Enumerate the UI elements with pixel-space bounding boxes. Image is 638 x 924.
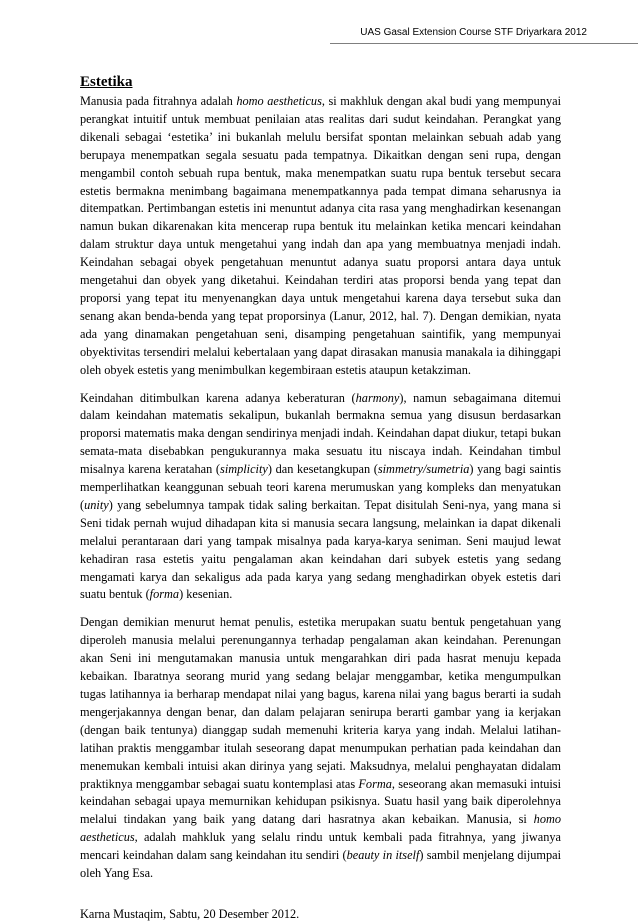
text-run: ) kesenian. xyxy=(179,587,233,602)
article-title: Estetika xyxy=(80,74,133,90)
article-body xyxy=(80,72,561,924)
text-run: Manusia pada fitrahnya adalah xyxy=(80,94,237,108)
header-rule xyxy=(330,43,638,44)
text-run: ) dan kesetangkupan ( xyxy=(267,462,378,477)
italic-term: forma xyxy=(149,587,180,602)
italic-term: homo aestheticus xyxy=(236,94,322,108)
text-run: Dengan demikian menurut hemat penulis, estetika merupakan suatu bentuk pengetahuan yang diperoleh manusia melalui perenungannya terhadap pengalaman akan keindahan. Perenungan akan Seni ini mengutamakan manusia untuk mengarahkan diri pada hasrat menuju kepada kebaikan. Ibaratnya seorang murid yang sedang belajar menggambar, ketika mengumpulkan tugas latihannya ia berharap mendapat nilai yang bagus, karena nilai yang bagus berarti ia sudah mengerjakannya dengan benar, dan dalam pelajaran senirupa berarti gambar yang ia kerjakan (dengan baik tentunya) dianggap sudah memenuhi kriteria karya yang indah. Melalui latihan-latihan praktis menggambar itulah seseorang dapat menumpukan perhatian pada keindahan dan menemukan kembali intuisi akan dirinya yang sejati. Maksudnya, melalui penghayatan didalam praktiknya menggambar sebagai suatu kontemplasi atas xyxy=(80,615,561,791)
text-run: ), namun sebagaimana ditemui dalam keindahan matematis sekalipun, bukanlah bermakna semua yang disusun berdasarkan proporsi matematis maka dengan sendirinya menjadi indah. Keindahan dapat diukur, tetapi bukan semata-mata disebabkan pengukurannya maka sesuatu itu niscaya indah. Keindahan timbul misalnya karena keratahan ( xyxy=(80,390,562,477)
text-run: Keindahan ditimbulkan karena adanya keberaturan ( xyxy=(80,390,356,405)
italic-term: homo aestheticus xyxy=(80,812,561,845)
text-run: ) yang bagi saintis memperlihatkan keanggunan sebuah teori karena merumuskan yang kompleks dan menyatukan ( xyxy=(80,462,561,512)
paragraph-1 xyxy=(80,93,561,380)
text-run: ) sambil menjelang dijumpai oleh Yang Esa. xyxy=(80,848,561,881)
italic-term: harmony xyxy=(355,390,400,405)
text-run: , seseorang akan memasuki intuisi keindahan sebagai upaya memurnikan kehidupan psikisnya. Suatu hasil yang baik diperolehnya melalui tindakan yang baik yang datang dari hasratnya akan kebaikan. Manusia, si xyxy=(80,776,561,827)
signature-line: Karna Mustaqim, Sabtu, 20 Desember 2012. xyxy=(80,906,300,921)
text-run: ) yang sebelumnya tampak tidak saling berkaitan. Tepat disitulah Seni-nya, yang mana si Seni tidak pernah wujud dihadapan kita si manusia secara langsung, melainkan ia dapat dikenali melalui perantaraan dari yang tampak misalnya pada karya-karya seniman. Seni maujud lewat kehadiran rasa estetis yaitu pengalaman akan keindahan dari subyek estetis yang sedang mengamati karya dan sekaligus ada pada karya yang sedang menghadirkan obyek estetis dari suatu bentuk ( xyxy=(80,497,561,602)
paragraph-2 xyxy=(80,390,561,605)
italic-term: beauty in itself xyxy=(346,848,420,863)
italic-term: simmetry/sumetria xyxy=(377,462,470,477)
italic-term: unity xyxy=(84,497,109,512)
paragraph-3 xyxy=(80,614,561,883)
italic-term: Forma xyxy=(358,776,392,791)
text-run: , adalah mahkluk yang selalu rindu untuk kembali pada fitrahnya, yang jiwanya mencari keindahan dalam sang keindahan itu sendiri ( xyxy=(80,830,561,863)
italic-term: simplicity xyxy=(220,462,268,477)
text-run: , si makhluk dengan akal budi yang mempunyai perangkat intuitif untuk membuat penilaian atas realitas dari sudut keindahan. Perangkat yang dikenali sebagai ‘estetika’ ini bukanlah melulu bersifat spontan melainkan sebuah adab yang berupaya menempatkan segala sesuatu pada tempatnya. Dikaitkan dengan seni rupa, dengan mengambil contoh sebuah rupa bentuk, maka menempatkan suatu rupa bentuk tersebut secara estetis bermakna menimbang bagaimana menempatkannya pada tempat dimana seharusnya ia ditempatkan. Pertimbangan estetis ini menuntut adanya cita rasa yang menghadirkan kesenangan namun bukan dikarenakan kita mencerap rupa bentuk itu melainkan ketika mencari keindahan dalam struktur daya untuk mengetahui yang indah dan apa yang membuatnya menjadi indah. Keindahan sebagai obyek pengetahuan menuntut adanya suatu proporsi antara daya untuk mengetahui dan obyek yang diketahui. Keindahan terdiri atas proporsi benda yang tepat dan proporsi yang tepat itu menyenangkan daya untuk mengetahui karena daya tersebut suka dan senang akan benda-benda yang tepat proporsinya (Lanur, 2012, hal. 7). Dengan demikian, nyata ada yang dinamakan pengetahuan seni, disamping pengetahuan saintifik, yang mempunyai obyektivitas tersendiri melalui kebertalaan yang dapat dirasakan manusia manakala ia dihinggapi oleh obyek estetis yang menimbulkan kegembiraan estetis ataupun ketakziman. xyxy=(80,94,561,377)
running-header: UAS Gasal Extension Course STF Driyarkara 2012 xyxy=(360,27,587,38)
